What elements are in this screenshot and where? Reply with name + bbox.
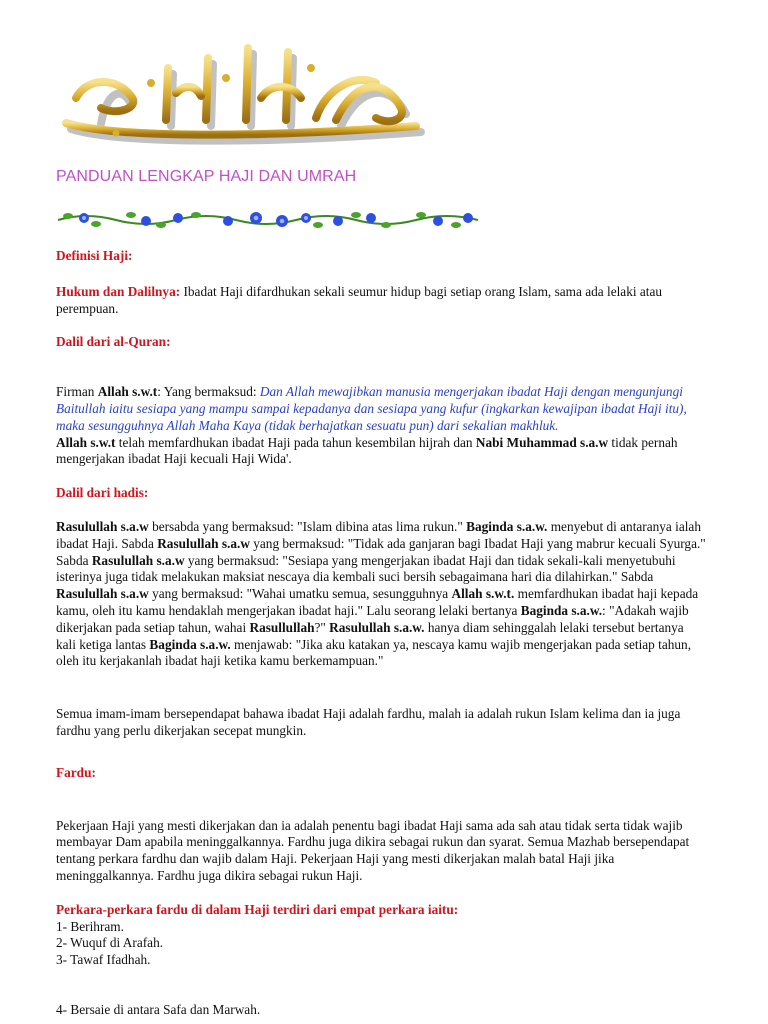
definisi-heading: Definisi Haji: <box>56 248 133 263</box>
fardu-paragraph: Pekerjaan Haji yang mesti dikerjakan dan ia adalah penentu bagi ibadat Haji sama ada sah atau tidak serta tidak wajib membayar Dam apabila meninggalkannya. Fardhu juga dikira sebagai rukun dan syarat. Semua Mazhab bersependapat tentang perkara fardhu dan wajib dalam Haji. Pekerjaan Haji yang mesti dikerjakan malah batal Haji jika meninggalkannya. Fardhu juga dikira sebagai rukun Haji. <box>56 817 690 883</box>
semua-paragraph: Semua imam-imam bersependapat bahawa ibadat Haji adalah fardhu, malah ia adalah rukun Islam kelima dan ia juga fardhu yang perlu dikerjakan secepat mungkin. <box>56 706 681 738</box>
hadis-text: yang bermaksud: "Sesiapa yang mengerjakan ibadat Haji dan tidak sekali-kali menyetubuhi isterinya juga tidak melakukan maksiat nescaya dia kembali suci bersih sebagaimana hari dia dilahirkan." Sabda <box>56 552 676 585</box>
flower-vine-divider-icon <box>56 206 480 234</box>
hadis-paragraph <box>56 519 706 670</box>
yang-text: : Yang bermaksud: <box>157 384 260 400</box>
list-item: 1- Berihram. <box>56 918 124 934</box>
quran-quote: Dan Allah mewajibkan manusia mengerjakan ibadat Haji dengan mengunjungi Baitullah iaitu sesiapa yang mampu sampai kepadanya dan sesiapa yang kufur (ingkarkan kewajipan ibadat Haji itu), maka sesungguhnya Allah Maha Kaya (tidak berhajatkan sesuatu pun) dari sekalian makhluk. <box>56 384 687 433</box>
hadis-text: menjawab: "Jika aku katakan ya, nescaya kamu wajib mengerjakan pada setiap tahun, oleh itu kerjakanlah ibadat haji ketika kamu berkemampuan." <box>56 636 692 669</box>
hadis-text: ?" <box>314 619 330 635</box>
rasulullah-label: Rasulullah s.a.w <box>56 586 149 602</box>
firman-paragraph <box>56 384 706 468</box>
hadis-heading: Dalil dari hadis: <box>56 485 149 501</box>
allah-label-2: Allah s.w.t <box>56 434 116 450</box>
hukum-paragraph <box>56 284 706 318</box>
perkara-heading: Perkara-perkara fardu di dalam Haji terdiri dari empat perkara iaitu: <box>56 901 459 917</box>
allah-label: Allah s.w.t. <box>451 586 515 602</box>
baginda-label: Baginda s.a.w. <box>520 602 603 618</box>
hadis-text: yang bermaksud: "Tidak ada ganjaran bagi Ibadat Haji yang mabrur kecuali Syurga." Sabda <box>56 535 706 568</box>
hadis-text: yang bermaksud: "Wahai umatku semua, sesungguhnya <box>148 586 452 602</box>
hadis-text: menyebut di antaranya ialah ibadat Haji. Sabda <box>56 518 701 551</box>
hadis-text: : "Adakah wajib dikerjakan pada setiap tahun, wahai <box>56 602 689 635</box>
list-item: 2- Wuquf di Arafah. <box>56 935 164 951</box>
nabi-label: Nabi Muhammad s.a.w <box>475 434 609 450</box>
bismillah-calligraphy-icon <box>56 38 436 148</box>
hadis-text: bersabda yang bermaksud: "Islam dibina atas lima rukun." <box>148 518 467 534</box>
baginda-label: Baginda s.a.w. <box>149 636 231 652</box>
quran-heading: Dalil dari al-Quran: <box>56 334 171 350</box>
firman-text-3: tidak pernah mengerjakan ibadat Haji kecuali Haji Wida'. <box>56 434 678 467</box>
firman-text-2: telah memfardhukan ibadat Haji pada tahun kesembilan hijrah dan <box>115 434 476 450</box>
hadis-text: memfardhukan ibadat haji kepada kamu, oleh itu kamu hendaklah mengerjakan ibadat haji." Lalu seorang lelaki bertanya <box>56 586 699 618</box>
page-title: PANDUAN LENGKAP HAJI DAN UMRAH <box>56 168 357 185</box>
baginda-label: Baginda s.a.w. <box>466 518 548 534</box>
rasulullah-label: Rasulullah s.a.w. <box>329 619 425 635</box>
rasulullah-label: Rasulullah s.a.w <box>157 535 250 551</box>
hadis-text: hanya diam sehinggalah lelaki tersebut bertanya kali ketiga lantas <box>56 619 684 652</box>
document-body <box>56 248 706 1019</box>
rasulullah-label: Rasulullah s.a.w <box>91 552 185 568</box>
fardu-heading: Fardu: <box>56 764 96 780</box>
list-item: 4- Bersaie di antara Safa dan Marwah. <box>56 1001 261 1017</box>
allah-label: Allah s.w.t <box>97 384 158 400</box>
hukum-label: Hukum dan Dalilnya: <box>56 283 181 299</box>
rasulullah-label: Rasullullah <box>249 619 315 635</box>
rasulullah-label: Rasulullah s.a.w <box>56 518 149 534</box>
hukum-text: Ibadat Haji difardhukan sekali seumur hidup bagi setiap orang Islam, sama ada lelaki atau perempuan. <box>56 283 663 316</box>
list-item: 3- Tawaf Ifadhah. <box>56 952 151 968</box>
firman-prefix: Firman <box>56 384 98 400</box>
